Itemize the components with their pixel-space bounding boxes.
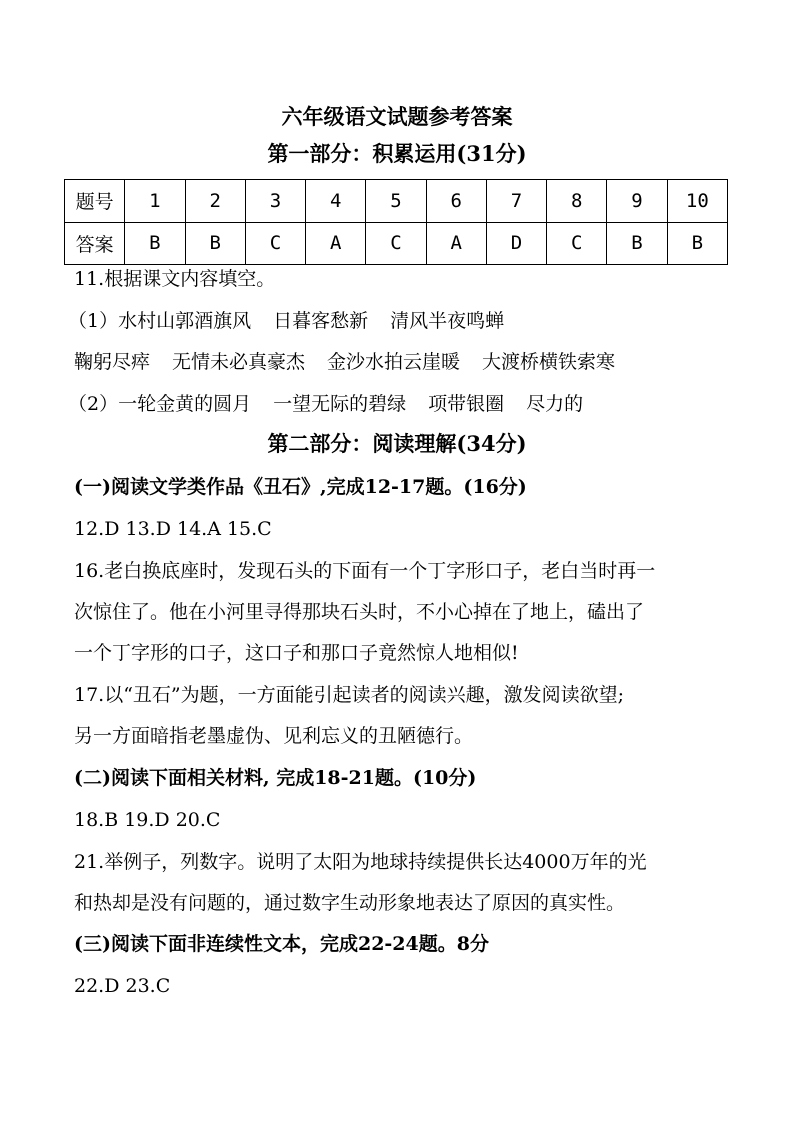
q11-stem: 11.根据课文内容填空。: [74, 268, 276, 290]
table-row-answers: [65, 222, 728, 265]
table-row-numbers: [65, 180, 728, 223]
number-cell: 5: [366, 180, 426, 223]
section2-heading: (二)阅读下面相关材料, 完成18-21题。(10分): [74, 767, 477, 789]
section3-heading: (三)阅读下面非连续性文本，完成22-24题。8分: [74, 933, 489, 955]
answer-cell: A: [306, 222, 366, 265]
answer-cell: B: [185, 222, 245, 265]
section2-choices: 18.B 19.D 20.C: [74, 809, 221, 831]
q11-line3: [68, 390, 583, 418]
number-cell: 1: [125, 180, 185, 223]
q11-line1-item: （1）水村山郭酒旗风: [68, 310, 252, 332]
row-label-answers: 答案: [65, 222, 125, 265]
q11-line2-item: 大渡桥横铁索寒: [482, 351, 616, 373]
number-cell: 3: [245, 180, 305, 223]
answer-cell: A: [426, 222, 486, 265]
q16-line: 次惊住了。他在小河里寻得那块石头时，不小心掉在了地上，磕出了: [74, 601, 645, 623]
q11-line2-item: 鞠躬尽瘁: [74, 351, 151, 373]
number-cell: 2: [185, 180, 245, 223]
number-cell: 6: [426, 180, 486, 223]
q11-line2: [74, 348, 615, 376]
q11-line3-item: 尽力的: [526, 393, 584, 415]
answer-table: [64, 179, 728, 265]
q17-line: 另一方面暗指老墨虚伪、见利忘义的丑陋德行。: [74, 725, 474, 747]
q21-line: 21.举例子，列数字。说明了太阳为地球持续提供长达4000万年的光: [74, 851, 647, 873]
document-title: 六年级语文试题参考答案: [281, 104, 513, 129]
answer-cell: B: [607, 222, 667, 265]
part2-heading: 第二部分：阅读理解(34分): [267, 431, 527, 456]
q11-line1-item: 清风半夜鸣蝉: [390, 310, 505, 332]
answer-cell: C: [547, 222, 607, 265]
part1-heading: 第一部分：积累运用(31分): [267, 141, 527, 166]
number-cell: 4: [306, 180, 366, 223]
q11-line3-item: 一望无际的碧绿: [273, 393, 407, 415]
q11-line1: [68, 307, 504, 335]
q11-line1-item: 日暮客愁新: [273, 310, 369, 332]
answer-cell: C: [366, 222, 426, 265]
answer-cell: B: [667, 222, 727, 265]
answer-cell: D: [486, 222, 546, 265]
section3-choices: 22.D 23.C: [74, 975, 171, 997]
q11-line2-item: 无情未必真豪杰: [172, 351, 306, 373]
q17-line: 17.以“丑石”为题，一方面能引起读者的阅读兴趣，激发阅读欲望;: [74, 684, 625, 706]
q11-line2-item: 金沙水拍云崖暖: [327, 351, 461, 373]
number-cell: 7: [486, 180, 546, 223]
answer-cell: C: [245, 222, 305, 265]
section1-choices: 12.D 13.D 14.A 15.C: [74, 518, 272, 540]
answer-cell: B: [125, 222, 185, 265]
number-cell: 9: [607, 180, 667, 223]
number-cell: 10: [667, 180, 727, 223]
row-label-numbers: 题号: [65, 180, 125, 223]
number-cell: 8: [547, 180, 607, 223]
q16-line: 16.老白换底座时，发现石头的下面有一个丁字形口子，老白当时再一: [74, 560, 656, 582]
q11-line3-item: 项带银圈: [428, 393, 505, 415]
q11-line3-item: （2）一轮金黄的圆月: [68, 393, 252, 415]
section1-heading: (一)阅读文学类作品《丑石》,完成12-17题。(16分): [74, 476, 527, 498]
q16-line: 一个丁字形的口子，这口子和那口子竟然惊人地相似!: [74, 642, 519, 664]
q21-line: 和热却是没有问题的，通过数字生动形象地表达了原因的真实性。: [74, 892, 626, 914]
